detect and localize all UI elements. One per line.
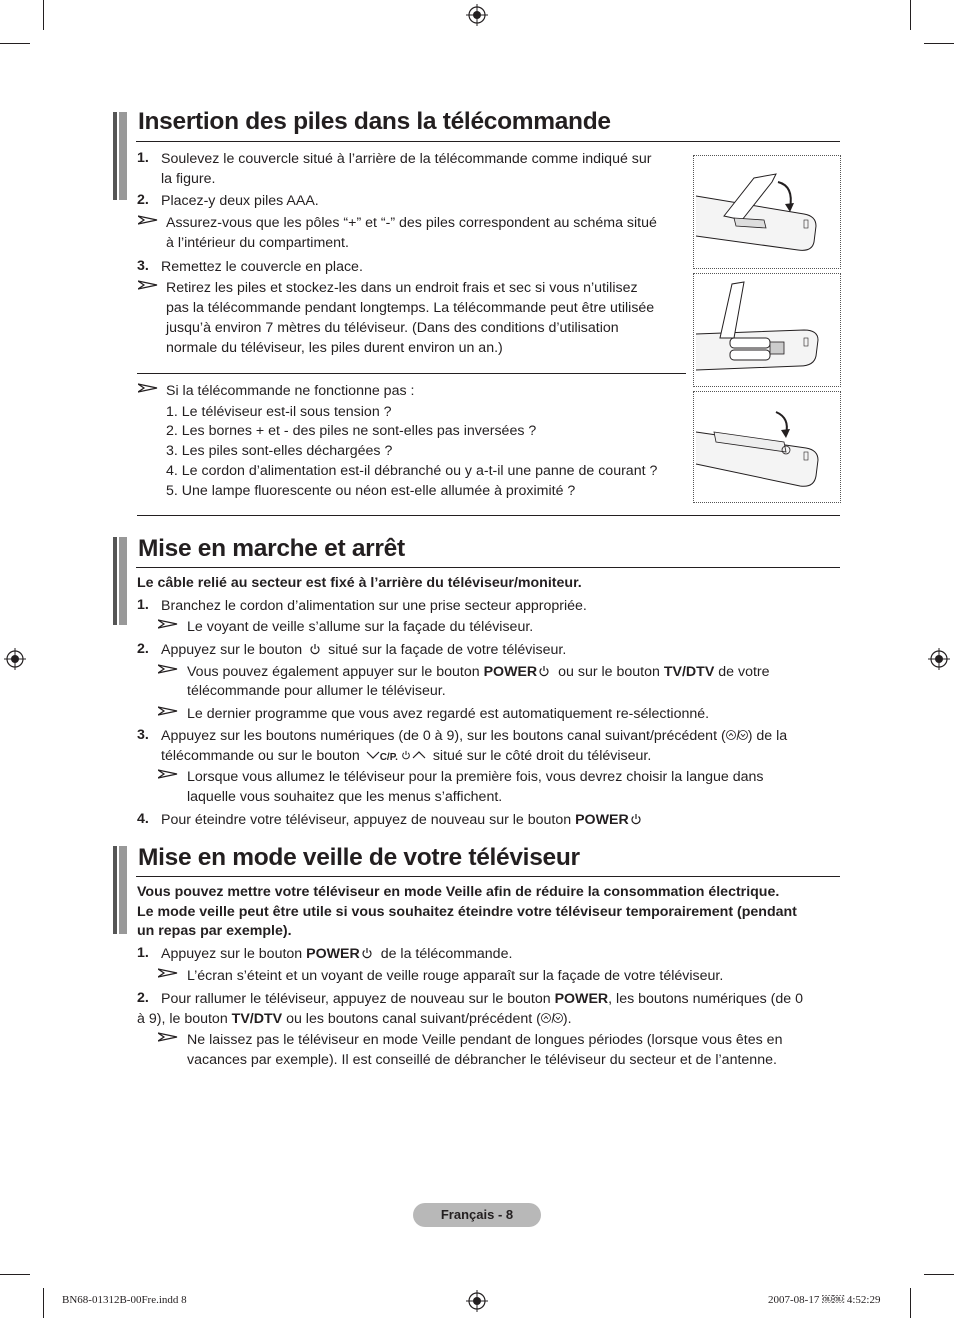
note-text: à l’intérieur du compartiment. [166,235,349,251]
step-text [137,1010,572,1028]
note-arrow-icon [138,280,158,290]
check-item: 4. Le cordon d’alimentation est-il débranché ou y a-t-il une panne de courant ? [166,463,658,479]
step-text-part: de la télécommande. [380,946,513,962]
crop-mark [43,1288,44,1318]
power-icon [401,750,411,760]
note-text: Assurez-vous que les pôles “+” et “-” des piles correspondent au schéma situé [166,215,657,231]
step-number: 2. [137,192,149,208]
note-arrow-icon [158,968,178,978]
power-label: POWER [575,812,629,828]
channel-up-down-icon [726,729,748,741]
step-text: Placez-y deux piles AAA. [161,193,319,209]
step-number: 1. [137,597,149,613]
note-arrow-icon [158,706,178,716]
registration-mark-icon [4,648,26,670]
remote-figure-batteries [693,273,841,387]
crop-mark [0,43,30,44]
step-text-part: Pour rallumer le téléviseur, appuyez de nouveau sur le bouton [161,991,551,1007]
step-number: 2. [137,990,149,1006]
power-icon [309,643,321,655]
note-arrow-icon [138,383,158,393]
step-text: Branchez le cordon d’alimentation sur une prise secteur appropriée. [161,598,587,614]
step-number: 3. [137,258,149,274]
section-intro: Vous pouvez mettre votre téléviseur en mode Veille afin de réduire la consommation électrique. [137,884,780,900]
step-number: 2. [137,641,149,657]
step-text-part: Pour éteindre votre téléviseur, appuyez de nouveau sur le bouton [161,812,572,828]
note-text: télécommande pour allumer le téléviseur. [187,683,446,699]
note-arrow-icon [158,664,178,674]
section-bar [113,846,127,934]
print-slug-filename: BN68-01312B-00Fre.indd 8 [62,1294,187,1306]
note-text-part: Vous pouvez également appuyer sur le bouton [187,664,480,680]
step-text: la figure. [161,171,216,187]
note-text-part: ou sur le bouton [558,664,660,680]
section-intro: Le mode veille peut être utile si vous souhaitez éteindre votre téléviseur temporairement (pendant [137,904,797,920]
divider [137,515,840,516]
step-text [161,747,651,767]
note-text: Lorsque vous allumez le téléviseur pour la première fois, vous devrez choisir la langue dans [187,769,764,785]
registration-mark-icon [466,1290,488,1312]
step-text-part: Appuyez sur le bouton [161,946,303,962]
crop-mark [924,43,954,44]
note-arrow-icon [158,1032,178,1042]
note-arrow-icon [158,619,178,629]
step-text-part: situé sur la façade de votre téléviseur. [328,642,567,658]
note-text: Le dernier programme que vous avez regardé est automatiquement re-sélectionné. [187,706,710,722]
remote-figure-open-cover [693,155,841,269]
registration-mark-icon [466,4,488,26]
crop-mark [910,1288,911,1318]
section-title-standby: Mise en mode veille de votre téléviseur [138,844,580,871]
power-label: POWER [554,991,609,1007]
step-text-part: ). [562,1011,572,1027]
section-bar [113,537,127,625]
note-text [187,663,770,681]
step-text [161,641,566,659]
step-text [161,945,512,963]
chevron-up-icon [412,750,426,760]
crop-mark [910,0,911,30]
note-text: Retirez les piles et stockez-les dans un endroit frais et sec si vous n’utilisez [166,280,638,296]
section-intro: Le câble relié au secteur est fixé à l’arrière du téléviseur/moniteur. [137,575,582,591]
title-underline [136,876,840,877]
section-bar [113,112,127,200]
note-text: Ne laissez pas le téléviseur en mode Veille pendant de longues périodes (lorsque vous êtes en [187,1032,783,1048]
section-intro: un repas par exemple). [137,923,292,939]
note-text: L’écran s’éteint et un voyant de veille rouge apparaît sur la façade de votre téléviseur. [187,968,724,984]
power-icon [630,813,642,825]
power-icon [538,665,550,677]
crop-mark [0,1274,30,1275]
title-underline [136,141,840,142]
note-text: laquelle vous souhaitez que les menus s’affichent. [187,789,503,805]
check-item: 5. Une lampe fluorescente ou néon est-elle allumée à proximité ? [166,483,576,499]
note-text: jusqu’à environ 7 mètres du téléviseur. (Dans des conditions d’utilisation [166,320,619,336]
note-arrow-icon [138,215,158,225]
cp-label: C/P. [379,752,398,763]
power-label: POWER [306,946,360,962]
step-text-part: situé sur le côté droit du téléviseur. [432,748,652,764]
note-arrow-icon [158,769,178,779]
step-number: 1. [137,945,149,961]
section-title-batteries: Insertion des piles dans la télécommande [138,108,611,135]
tvdtv-label: TV/DTV [231,1011,283,1027]
tvdtv-label: TV/DTV [663,664,715,680]
power-icon [361,947,373,959]
note-text: pas la télécommande pendant longtemps. La télécommande peut être utilisée [166,300,655,316]
step-number: 3. [137,727,149,743]
crop-mark [924,1274,954,1275]
page-number-badge: Français - 8 [413,1203,541,1227]
step-text-part: , les boutons numériques (de 0 [608,991,803,1007]
step-text-part: à 9), le bouton [137,1011,228,1027]
step-text-part: ) de la [747,728,788,744]
crop-mark [43,0,44,30]
note-text: vacances par exemple). Il est conseillé de débrancher le téléviseur du secteur et de l’antenne. [187,1052,777,1068]
step-text-part: Appuyez sur le bouton [161,642,303,658]
step-number: 4. [137,811,149,827]
note-text: Le voyant de veille s’allume sur la façade du téléviseur. [187,619,534,635]
step-text-part: ou les boutons canal suivant/précédent ( [286,1011,541,1027]
step-text [161,990,803,1008]
check-item: 1. Le téléviseur est-il sous tension ? [166,404,392,420]
check-item: 3. Les piles sont-elles déchargées ? [166,443,393,459]
remote-figure-close-cover [693,391,841,503]
divider [137,373,686,374]
check-item: 2. Les bornes + et - des piles ne sont-elles pas inversées ? [166,423,537,439]
step-text [161,727,787,745]
power-label: POWER [483,664,538,680]
note-text: normale du téléviseur, les piles durent environ un an.) [166,340,503,356]
title-underline [136,567,840,568]
channel-up-down-icon [541,1012,563,1024]
step-text-part: télécommande ou sur le bouton [161,748,360,764]
chevron-down-icon [366,750,380,760]
step-text: Remettez le couvercle en place. [161,259,363,275]
registration-mark-icon [928,648,950,670]
step-number: 1. [137,150,149,166]
remote-illustration [694,392,840,502]
remote-illustration [694,274,840,386]
step-text: Soulevez le couvercle situé à l’arrière de la télécommande comme indiqué sur [161,151,652,167]
section-title-power: Mise en marche et arrêt [138,535,405,562]
step-text-part: Appuyez sur les boutons numériques (de 0 à 9), sur les boutons canal suivant/précédent ( [161,728,726,744]
note-text-part: de votre [718,664,770,680]
step-text [161,811,642,829]
remote-illustration [694,156,840,268]
print-slug-timestamp: 2007-08-17 ￼￼ 4:52:29 [768,1294,881,1306]
note-text: Si la télécommande ne fonctionne pas : [166,383,415,399]
